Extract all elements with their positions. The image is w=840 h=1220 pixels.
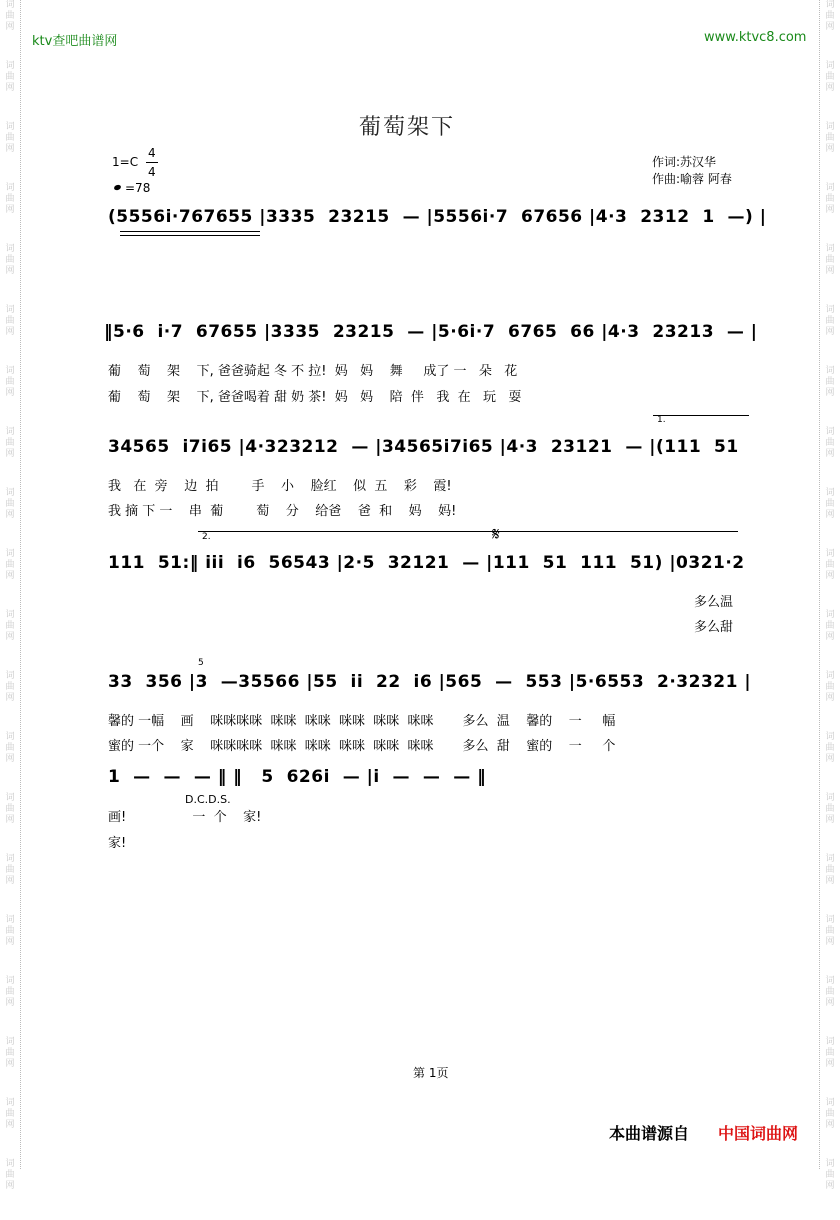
watermark-char: 曲 <box>5 194 15 204</box>
watermark-char: 网 <box>825 266 835 276</box>
volta-1-label: 1. <box>657 415 666 425</box>
watermark-char: 网 <box>5 388 15 398</box>
watermark-gap <box>822 765 838 793</box>
watermark-char: 词 <box>825 61 835 71</box>
watermark-char: 曲 <box>5 1109 15 1119</box>
volta-1-bracket <box>653 415 749 416</box>
header-right-site[interactable]: www.ktvc8.com <box>704 30 807 45</box>
watermark-char: 词 <box>5 549 15 559</box>
watermark-char: 网 <box>825 327 835 337</box>
watermark-char: 词 <box>825 0 835 10</box>
watermark-char: 网 <box>825 1181 835 1191</box>
watermark-char: 网 <box>825 998 835 1008</box>
watermark-char: 网 <box>825 22 835 32</box>
watermark-char: 网 <box>825 144 835 154</box>
watermark-char: 曲 <box>825 743 835 753</box>
watermark-gap <box>822 1131 838 1159</box>
watermark-char: 词 <box>5 1098 15 1108</box>
watermark-gap <box>2 582 18 610</box>
right-watermark <box>822 0 838 1220</box>
watermark-char: 词 <box>5 854 15 864</box>
watermark-char: 曲 <box>5 987 15 997</box>
watermark-gap <box>822 94 838 122</box>
watermark-gap <box>2 338 18 366</box>
lyric-row-6-verse-2: 家! <box>108 836 127 851</box>
watermark-char: 网 <box>5 205 15 215</box>
watermark-char: 曲 <box>825 11 835 21</box>
watermark-gap <box>822 582 838 610</box>
notation-row-5: 33 356 |3 —35566 |55 ii 22 i6 |565 — 553 |5·6553 2·32321 | <box>108 672 752 692</box>
watermark-char: 网 <box>5 510 15 520</box>
watermark-char: 曲 <box>825 377 835 387</box>
notation-row-3: 34565 i7i65 |4·323212 — |34565i7i65 |4·3 23121 — |(111 51 <box>108 437 739 457</box>
lyric-row-3-verse-1: 我 在 旁 边 拍 手 小 脸红 似 五 彩 霞! <box>108 479 452 494</box>
watermark-char: 曲 <box>825 194 835 204</box>
time-signature-top: 4 <box>148 146 156 160</box>
watermark-char: 词 <box>5 610 15 620</box>
watermark-char: 网 <box>825 632 835 642</box>
watermark-char: 词 <box>825 549 835 559</box>
left-margin-border <box>20 0 21 1169</box>
watermark-char: 词 <box>5 488 15 498</box>
lyric-row-3-verse-2: 我 摘 下 一 串 葡 萄 分 给爸 爸 和 妈 妈! <box>108 504 457 519</box>
watermark-gap <box>2 1131 18 1159</box>
watermark-char: 网 <box>825 205 835 215</box>
watermark-char: 词 <box>5 1037 15 1047</box>
watermark-char: 曲 <box>5 682 15 692</box>
watermark-gap <box>2 1070 18 1098</box>
watermark-char: 词 <box>5 1159 15 1169</box>
watermark-char: 词 <box>5 427 15 437</box>
watermark-char: 网 <box>5 327 15 337</box>
watermark-char: 曲 <box>5 11 15 21</box>
watermark-char: 网 <box>825 449 835 459</box>
segno-icon: 𝄋 <box>492 524 500 545</box>
watermark-gap <box>2 1009 18 1037</box>
watermark-char: 词 <box>825 1037 835 1047</box>
watermark-char: 词 <box>825 427 835 437</box>
notation-row-6: 1 — — — ‖ ‖ 5 626i — |i — — — ‖ <box>108 767 487 787</box>
watermark-gap <box>2 1192 18 1220</box>
watermark-gap <box>822 338 838 366</box>
fermata-number: 5 <box>198 658 204 668</box>
watermark-char: 曲 <box>825 987 835 997</box>
lyric-row-4-verse-2: 多么甜 <box>694 620 734 635</box>
watermark-char: 网 <box>5 22 15 32</box>
lyric-row-2-verse-1: 葡 萄 架 下, 爸爸骑起 冬 不 拉! 妈 妈 舞 成了 一 朵 花 <box>108 364 518 379</box>
watermark-char: 曲 <box>5 804 15 814</box>
watermark-char: 网 <box>5 876 15 886</box>
watermark-gap <box>2 521 18 549</box>
page-number: 第 1页 <box>413 1066 449 1080</box>
watermark-char: 曲 <box>825 316 835 326</box>
watermark-char: 词 <box>825 854 835 864</box>
watermark-char: 词 <box>5 61 15 71</box>
watermark-char: 网 <box>825 1059 835 1069</box>
watermark-char: 曲 <box>5 255 15 265</box>
lyric-row-5-verse-1: 馨的 一幅 画 咪咪咪咪 咪咪 咪咪 咪咪 咪咪 咪咪 多么 温 馨的 一 幅 <box>108 714 616 729</box>
header-left-site[interactable]: ktv查吧曲谱网 <box>32 34 118 49</box>
notation-row-4: 111 51:‖ iii i6 56543 |2·5 32121 — |111 51 111 51) |0321·2 <box>108 553 745 573</box>
watermark-gap <box>822 1070 838 1098</box>
watermark-char: 词 <box>825 671 835 681</box>
underline <box>120 231 260 232</box>
watermark-char: 曲 <box>5 72 15 82</box>
lyric-row-6-verse-1: 画! 一 个 家! <box>108 810 262 825</box>
watermark-gap <box>822 948 838 976</box>
watermark-char: 曲 <box>825 72 835 82</box>
watermark-gap <box>822 643 838 671</box>
watermark-char: 网 <box>5 266 15 276</box>
dcds-mark: D.C.D.S. <box>185 793 231 806</box>
watermark-char: 网 <box>5 754 15 764</box>
watermark-gap <box>2 826 18 854</box>
watermark-char: 网 <box>825 388 835 398</box>
watermark-gap <box>822 704 838 732</box>
watermark-char: 词 <box>5 183 15 193</box>
watermark-char: 词 <box>825 915 835 925</box>
key-signature: 1=C <box>112 155 139 169</box>
watermark-char: 曲 <box>825 438 835 448</box>
watermark-char: 网 <box>5 1059 15 1069</box>
tempo: =78 <box>125 181 151 195</box>
watermark-char: 曲 <box>5 743 15 753</box>
watermark-char: 词 <box>825 1098 835 1108</box>
notation-row-1: (5556i·767655 |3335 23215 — |5556i·7 67656 |4·3 2312 1 —) | <box>108 207 767 227</box>
composer: 作曲:喻蓉 阿春 <box>652 172 732 186</box>
watermark-char: 曲 <box>825 926 835 936</box>
watermark-char: 网 <box>825 815 835 825</box>
watermark-gap <box>2 643 18 671</box>
watermark-char: 词 <box>825 183 835 193</box>
watermark-char: 词 <box>825 305 835 315</box>
watermark-char: 词 <box>5 793 15 803</box>
watermark-char: 词 <box>825 244 835 254</box>
watermark-char: 词 <box>825 488 835 498</box>
watermark-char: 曲 <box>5 377 15 387</box>
watermark-char: 词 <box>825 610 835 620</box>
watermark-gap <box>822 216 838 244</box>
watermark-char: 曲 <box>5 1170 15 1180</box>
watermark-char: 词 <box>5 122 15 132</box>
lyricist: 作词:苏汉华 <box>652 155 717 169</box>
watermark-char: 网 <box>5 449 15 459</box>
watermark-char: 词 <box>5 244 15 254</box>
watermark-char: 词 <box>825 1159 835 1169</box>
lyric-row-2-verse-2: 葡 萄 架 下, 爸爸喝着 甜 奶 茶! 妈 妈 陪 伴 我 在 玩 耍 <box>108 390 522 405</box>
watermark-char: 曲 <box>825 1170 835 1180</box>
watermark-char: 曲 <box>825 255 835 265</box>
watermark-char: 网 <box>5 1181 15 1191</box>
watermark-gap <box>822 887 838 915</box>
song-title: 葡萄架下 <box>359 115 456 140</box>
watermark-char: 网 <box>5 83 15 93</box>
watermark-gap <box>822 277 838 305</box>
watermark-gap <box>822 33 838 61</box>
watermark-gap <box>2 33 18 61</box>
watermark-gap <box>822 1009 838 1037</box>
watermark-gap <box>822 155 838 183</box>
watermark-gap <box>822 460 838 488</box>
lyric-row-5-verse-2: 蜜的 一个 家 咪咪咪咪 咪咪 咪咪 咪咪 咪咪 咪咪 多么 甜 蜜的 一 个 <box>108 739 616 754</box>
watermark-char: 曲 <box>825 621 835 631</box>
watermark-gap <box>2 94 18 122</box>
watermark-char: 曲 <box>5 1048 15 1058</box>
notation-row-2: ‖5·6 i·7 67655 |3335 23215 — |5·6i·7 6765 66 |4·3 23213 — | <box>104 322 758 342</box>
volta-2-label: 2. <box>202 532 211 542</box>
quarter-note-icon <box>113 184 121 191</box>
watermark-char: 曲 <box>5 560 15 570</box>
watermark-gap <box>2 948 18 976</box>
underline <box>120 235 260 236</box>
watermark-char: 网 <box>825 83 835 93</box>
watermark-char: 网 <box>5 571 15 581</box>
watermark-char: 词 <box>5 305 15 315</box>
source-label: 本曲谱源自 <box>609 1124 690 1143</box>
watermark-char: 曲 <box>825 499 835 509</box>
lyric-row-4-verse-1: 多么温 <box>694 595 734 610</box>
watermark-gap <box>2 155 18 183</box>
watermark-char: 网 <box>825 1120 835 1130</box>
source-site-link[interactable]: 中国词曲网 <box>718 1124 799 1143</box>
watermark-char: 网 <box>825 510 835 520</box>
watermark-gap <box>2 399 18 427</box>
watermark-char: 网 <box>825 937 835 947</box>
watermark-char: 网 <box>825 693 835 703</box>
watermark-char: 网 <box>5 144 15 154</box>
watermark-char: 曲 <box>825 804 835 814</box>
watermark-char: 网 <box>825 876 835 886</box>
watermark-gap <box>822 1192 838 1220</box>
watermark-char: 网 <box>5 632 15 642</box>
watermark-char: 曲 <box>825 865 835 875</box>
watermark-char: 词 <box>825 122 835 132</box>
watermark-char: 词 <box>5 915 15 925</box>
watermark-char: 曲 <box>825 1109 835 1119</box>
watermark-char: 网 <box>825 571 835 581</box>
watermark-char: 网 <box>5 693 15 703</box>
watermark-char: 网 <box>825 754 835 764</box>
time-signature-bar <box>146 162 158 163</box>
watermark-char: 曲 <box>825 1048 835 1058</box>
watermark-char: 曲 <box>825 133 835 143</box>
left-watermark <box>2 0 18 1220</box>
watermark-gap <box>2 704 18 732</box>
watermark-char: 曲 <box>5 926 15 936</box>
time-signature-bottom: 4 <box>148 165 156 179</box>
watermark-gap <box>822 521 838 549</box>
watermark-char: 词 <box>5 732 15 742</box>
watermark-char: 词 <box>825 793 835 803</box>
watermark-gap <box>2 887 18 915</box>
watermark-char: 词 <box>825 976 835 986</box>
watermark-char: 词 <box>5 976 15 986</box>
watermark-gap <box>2 460 18 488</box>
watermark-gap <box>2 277 18 305</box>
watermark-gap <box>2 765 18 793</box>
watermark-gap <box>822 399 838 427</box>
watermark-char: 网 <box>5 815 15 825</box>
watermark-char: 曲 <box>825 682 835 692</box>
watermark-char: 词 <box>5 0 15 10</box>
watermark-char: 网 <box>5 998 15 1008</box>
watermark-gap <box>2 216 18 244</box>
watermark-char: 曲 <box>5 438 15 448</box>
watermark-char: 词 <box>5 366 15 376</box>
watermark-char: 网 <box>5 937 15 947</box>
watermark-char: 词 <box>5 671 15 681</box>
watermark-char: 词 <box>825 366 835 376</box>
right-margin-border <box>819 0 820 1169</box>
watermark-char: 曲 <box>5 621 15 631</box>
watermark-char: 曲 <box>5 316 15 326</box>
watermark-char: 网 <box>5 1120 15 1130</box>
watermark-char: 词 <box>825 732 835 742</box>
watermark-char: 曲 <box>825 560 835 570</box>
watermark-char: 曲 <box>5 865 15 875</box>
watermark-char: 曲 <box>5 499 15 509</box>
volta-2-bracket <box>198 531 738 532</box>
watermark-gap <box>822 826 838 854</box>
watermark-char: 曲 <box>5 133 15 143</box>
